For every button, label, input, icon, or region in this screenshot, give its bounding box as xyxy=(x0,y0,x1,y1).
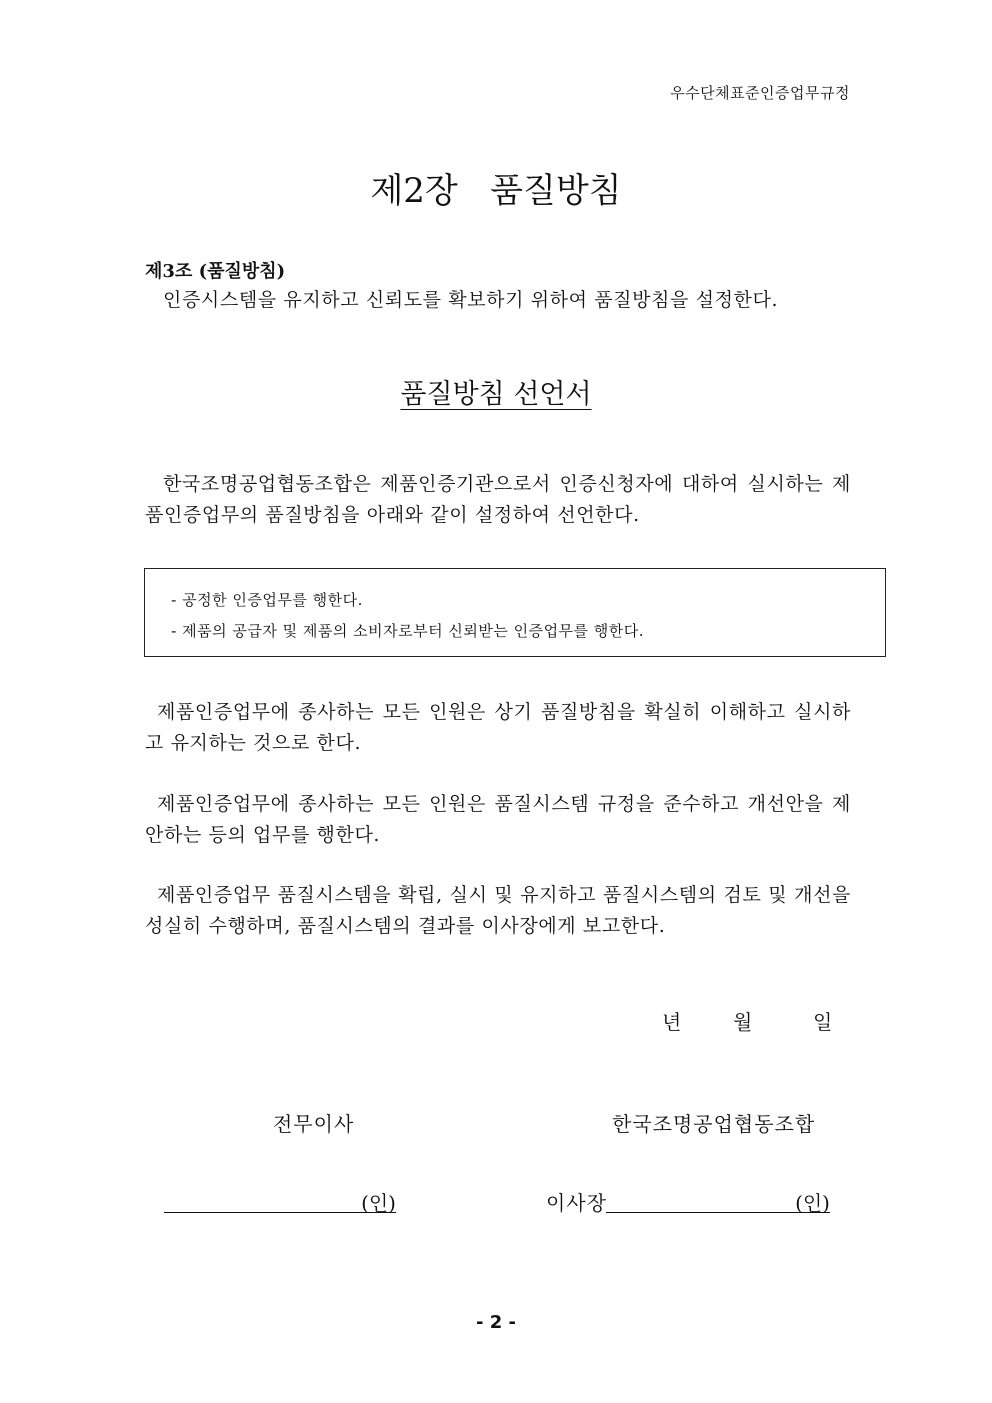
seal-mark-left: (인) xyxy=(361,1191,396,1215)
policy-item: - 제품의 공급자 및 제품의 소비자로부터 신뢰받는 인증업무를 행한다. xyxy=(171,622,645,640)
date-day: 일 xyxy=(813,1010,833,1034)
date-year: 년 xyxy=(662,1010,682,1034)
page-number: - 2 - xyxy=(476,1312,516,1333)
signer-right-title: 한국조명공업협동조합 xyxy=(612,1112,816,1136)
declaration-intro: 한국조명공업협동조합은 제품인증기관으로서 인증신청자에 대하여 실시하는 제품인증업무의 품질방침을 아래와 같이 설정하여 선언한다. xyxy=(145,473,851,526)
declaration-title xyxy=(0,372,992,411)
policy-box xyxy=(144,568,886,657)
seal-mark-right: (인) xyxy=(795,1191,830,1215)
signer-left-title: 전무이사 xyxy=(273,1112,355,1136)
declaration-title-text: 품질방침 선언서 xyxy=(400,379,592,410)
declaration-paragraph: 제품인증업무에 종사하는 모든 인원은 품질시스템 규정을 준수하고 개선안을 제안하는 등의 업무를 행한다. xyxy=(145,793,851,846)
declaration-paragraph: 제품인증업무 품질시스템을 확립, 실시 및 유지하고 품질시스템의 검토 및 개선을 성실히 수행하며, 품질시스템의 결과를 이사장에게 보고한다. xyxy=(145,884,851,937)
signature-line-right xyxy=(606,1187,830,1213)
signature-line-left xyxy=(164,1187,396,1213)
declaration-paragraph: 제품인증업무에 종사하는 모든 인원은 상기 품질방침을 확실히 이해하고 실시하고 유지하는 것으로 한다. xyxy=(145,701,851,754)
chapter-title: 제2장 품질방침 xyxy=(370,171,622,211)
article-title: 제3조 (품질방침) xyxy=(145,261,286,282)
chairman-label: 이사장 xyxy=(546,1191,607,1215)
document-header: 우수단체표준인증업무규정 xyxy=(670,84,850,102)
date-month: 월 xyxy=(733,1010,753,1034)
policy-item: - 공정한 인증업무를 행한다. xyxy=(171,591,363,609)
article-text: 인증시스템을 유지하고 신뢰도를 확보하기 위하여 품질방침을 설정한다. xyxy=(163,289,779,311)
